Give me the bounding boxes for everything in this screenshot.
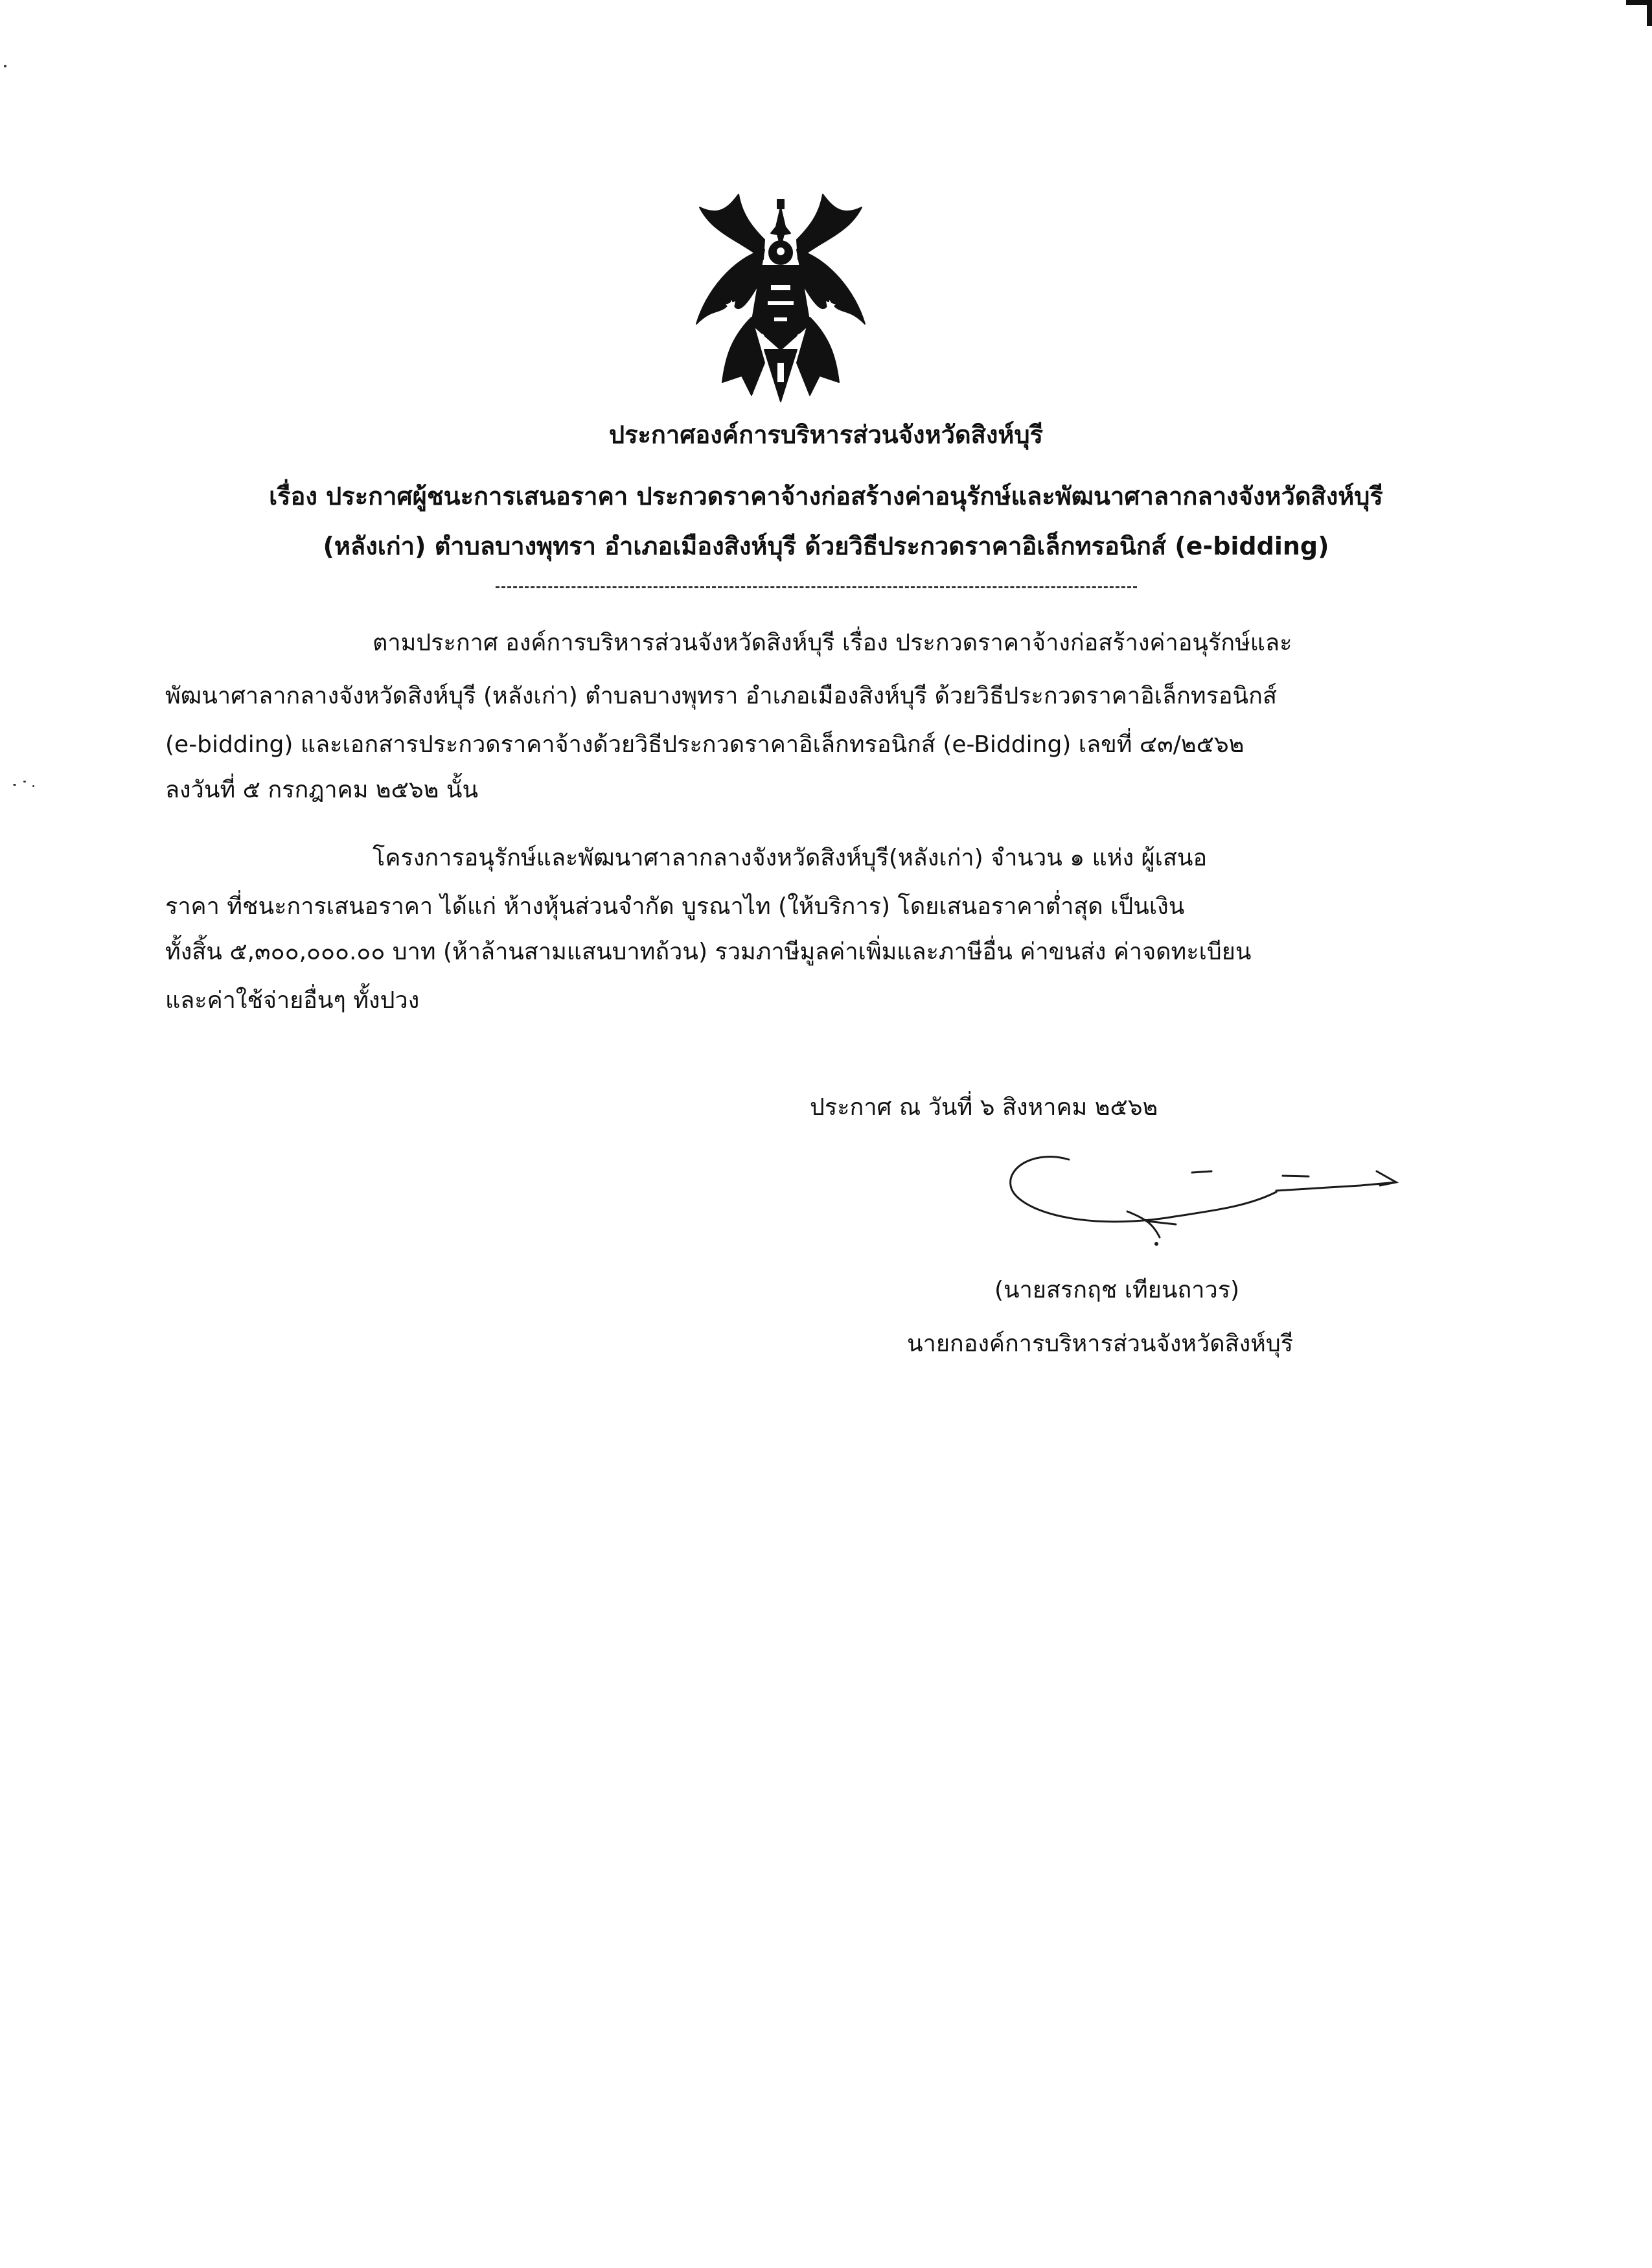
paragraph-2-line: และค่าใช้จ่ายอื่นๆ ทั้งปวง xyxy=(165,987,420,1014)
paragraph-2-line: ทั้งสิ้น ๕,๓๐๐,๐๐๐.๐๐ บาท (ห้าล้านสามแสนบาทถ้วน) รวมภาษีมูลค่าเพิ่มและภาษีอื่น ค่าขนส่ง ค่าจดทะเบียน xyxy=(165,939,1252,965)
paragraph-1-line: พัฒนาศาลากลางจังหวัดสิงห์บุรี (หลังเก่า) ตำบลบางพุทรา อำเภอเมืองสิงห์บุรี ด้วยวิธีประกวดราคาอิเล็กทรอนิกส์ xyxy=(165,683,1277,709)
scan-corner-mark xyxy=(1626,0,1652,26)
handwritten-signature xyxy=(998,1147,1406,1263)
dashed-divider xyxy=(496,586,1137,588)
announcement-date: ประกาศ ณ วันที่ ๖ สิงหาคม ๒๕๖๒ xyxy=(810,1094,1158,1121)
paragraph-1-line: ลงวันที่ ๕ กรกฎาคม ๒๕๖๒ นั้น xyxy=(165,777,479,803)
scan-speck xyxy=(23,781,26,783)
signer-name: (นายสรกฤช เทียนถาวร) xyxy=(994,1277,1240,1303)
paragraph-1-line: (e-bidding) และเอกสารประกวดราคาจ้างด้วยวิธีประกวดราคาอิเล็กทรอนิกส์ (e-Bidding) เลขที่ ๔๓/๒๕๖๒ xyxy=(165,731,1245,758)
signer-position: นายกองค์การบริหารส่วนจังหวัดสิงห์บุรี xyxy=(907,1331,1294,1357)
announcement-subject-line-2: (หลังเก่า) ตำบลบางพุทรา อำเภอเมืองสิงห์บุรี ด้วยวิธีประกวดราคาอิเล็กทรอนิกส์ (e-bidding) xyxy=(323,532,1329,560)
garuda-emblem-icon xyxy=(687,188,875,411)
scan-speck xyxy=(4,65,6,67)
announcement-subject-line-1: เรื่อง ประกาศผู้ชนะการเสนอราคา ประกวดราคาจ้างก่อสร้างค่าอนุรักษ์และพัฒนาศาลากลางจังหวัดสิงห์บุรี xyxy=(269,482,1383,510)
paragraph-2-line: ราคา ที่ชนะการเสนอราคา ได้แก่ ห้างหุ้นส่วนจำกัด บูรณาไท (ให้บริการ) โดยเสนอราคาต่ำสุด เป็นเงิน xyxy=(165,893,1185,920)
scan-speck xyxy=(32,785,34,787)
paragraph-2-line: โครงการอนุรักษ์และพัฒนาศาลากลางจังหวัดสิงห์บุรี(หลังเก่า) จำนวน ๑ แห่ง ผู้เสนอ xyxy=(373,845,1208,871)
announcement-title: ประกาศองค์การบริหารส่วนจังหวัดสิงห์บุรี xyxy=(608,420,1043,449)
scan-speck xyxy=(13,784,16,786)
paragraph-1-line: ตามประกาศ องค์การบริหารส่วนจังหวัดสิงห์บุรี เรื่อง ประกวดราคาจ้างก่อสร้างค่าอนุรักษ์และ xyxy=(373,630,1292,656)
